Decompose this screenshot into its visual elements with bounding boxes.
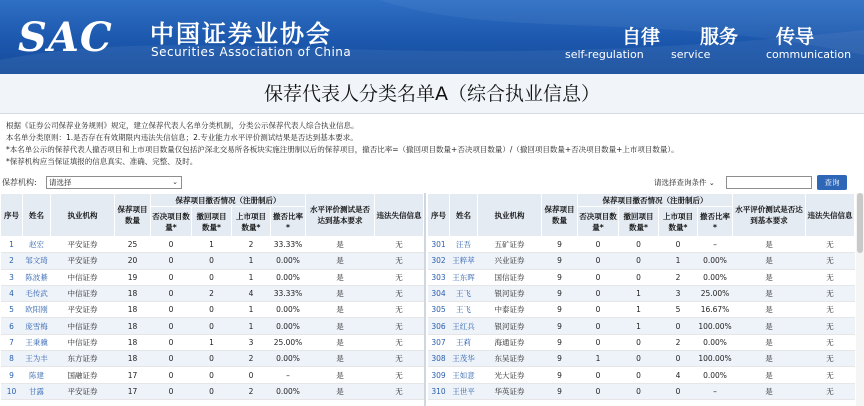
cell-rejected: 0 <box>578 285 619 301</box>
cell-org: 东吴证券 <box>478 351 542 367</box>
cell-proj-count: 9 <box>542 302 578 318</box>
cell-rejected: 0 <box>578 367 619 383</box>
cell-seq: 9 <box>1 367 23 383</box>
notes-section <box>6 120 856 168</box>
cell-dishonest: 无 <box>375 367 424 383</box>
col-proj-count: 保荐项目数量 <box>542 194 578 237</box>
cell-name[interactable]: 王东晖 <box>450 269 478 285</box>
cell-rejected: 0 <box>151 285 192 301</box>
cell-listed: 0 <box>232 367 271 383</box>
cell-listed: 2 <box>659 334 698 350</box>
cell-eval: 是 <box>306 318 375 334</box>
cell-eval: 是 <box>733 383 806 399</box>
cell-ratio: 0.00% <box>271 318 306 334</box>
sac-logo[interactable]: SAC <box>18 14 113 61</box>
cell-ratio: 0.00% <box>271 253 306 269</box>
cell-listed: 3 <box>232 334 271 350</box>
cell-listed: 0 <box>659 318 698 334</box>
cell-proj-count: 18 <box>115 285 151 301</box>
sponsor-org-label: 保荐机构: <box>2 178 37 187</box>
cell-rejected: 0 <box>578 302 619 318</box>
cell-withdrawn: 0 <box>192 269 232 285</box>
table-row <box>428 351 855 367</box>
query-condition-select[interactable] <box>654 177 715 188</box>
cell-withdrawn: 1 <box>619 302 659 318</box>
col-withdrawn: 撤回项目数量* <box>192 207 232 237</box>
org-name-cn: 中国证券业协会 <box>150 20 332 48</box>
cell-rejected: 0 <box>151 269 192 285</box>
cell-name[interactable]: 王茂华 <box>450 351 478 367</box>
table-row <box>1 237 424 253</box>
col-listed: 上市项目数量* <box>659 207 698 237</box>
cell-listed: 1 <box>232 269 271 285</box>
col-dishonest: 违法失信信息 <box>806 194 855 237</box>
search-button[interactable]: 查询 <box>817 175 847 190</box>
cell-listed: 4 <box>659 367 698 383</box>
cell-org: 兴业证券 <box>478 253 542 269</box>
col-ratio: 撤否比率* <box>271 207 306 237</box>
col-group-withdraw: 保荐项目撤否情况（注册制后） <box>151 194 306 207</box>
slogan-service-en: service <box>671 48 711 61</box>
table-row <box>1 383 424 399</box>
cell-rejected: 0 <box>578 237 619 253</box>
cell-eval: 是 <box>733 253 806 269</box>
cell-proj-count: 18 <box>115 302 151 318</box>
table-row <box>428 302 855 318</box>
cell-listed: 4 <box>232 285 271 301</box>
cell-org: 平安证券 <box>51 302 115 318</box>
cell-dishonest: 无 <box>806 237 855 253</box>
cell-dishonest: 无 <box>375 269 424 285</box>
cell-rejected: 0 <box>578 269 619 285</box>
cell-withdrawn: 1 <box>192 237 232 253</box>
cell-withdrawn: 0 <box>192 383 232 399</box>
col-eval: 水平评价测试是否达到基本要求 <box>733 194 806 237</box>
cell-proj-count: 18 <box>115 334 151 350</box>
cell-name[interactable]: 王秉骥 <box>23 334 51 350</box>
cell-eval: 是 <box>733 285 806 301</box>
cell-org: 中信证券 <box>51 269 115 285</box>
cell-org: 银河证券 <box>478 285 542 301</box>
note-line: *本名单公示的保荐代表人撤否项目和上市项目数量仅包括沪深北交易所各板块实施注册制以后的保荐项目，撤否比率=（撤回项目数量+否决项目数量）/（撤回项目数量+否决项目数量+上市项目数量）。 <box>6 145 679 154</box>
cell-rejected: 0 <box>151 302 192 318</box>
col-withdrawn: 撤回项目数量* <box>619 207 659 237</box>
cell-org: 五矿证券 <box>478 237 542 253</box>
cell-ratio: – <box>698 237 733 253</box>
cell-eval: 是 <box>733 237 806 253</box>
cell-dishonest: 无 <box>375 253 424 269</box>
cell-seq: 4 <box>1 285 23 301</box>
cell-org: 中信证券 <box>51 318 115 334</box>
cell-seq: 6 <box>1 318 23 334</box>
cell-seq: 10 <box>1 383 23 399</box>
cell-org: 东方证券 <box>51 351 115 367</box>
cell-org: 中信证券 <box>51 334 115 350</box>
col-org: 执业机构 <box>478 194 542 237</box>
cell-org: 国信证券 <box>478 269 542 285</box>
cell-withdrawn: 2 <box>192 285 232 301</box>
site-banner <box>0 0 864 74</box>
cell-rejected: 0 <box>578 253 619 269</box>
cell-listed: 5 <box>659 302 698 318</box>
cell-name[interactable]: 赵宏 <box>23 237 51 253</box>
cell-seq: 309 <box>428 367 450 383</box>
cell-proj-count: 9 <box>542 334 578 350</box>
cell-proj-count: 19 <box>115 269 151 285</box>
cell-ratio: – <box>271 367 306 383</box>
col-name: 姓名 <box>23 194 51 237</box>
note-line: *保荐机构应当保证填报的信息真实、准确、完整、及时。 <box>6 157 198 166</box>
table-row <box>428 367 855 383</box>
cell-rejected: 0 <box>578 383 619 399</box>
note-line: 本名单分类原则：1.是否存在有效期限内违法失信信息；2.专业能力水平评价测试结果是否达到基本要求。 <box>6 133 358 142</box>
cell-name[interactable]: 王世平 <box>450 383 478 399</box>
col-listed: 上市项目数量* <box>232 207 271 237</box>
cell-eval: 是 <box>306 334 375 350</box>
cell-ratio: 0.00% <box>271 351 306 367</box>
cell-name[interactable]: 王粹萃 <box>450 253 478 269</box>
table-row <box>1 367 424 383</box>
cell-name[interactable]: 王莉 <box>450 334 478 350</box>
col-ratio: 撤否比率* <box>698 207 733 237</box>
cell-ratio: 0.00% <box>698 253 733 269</box>
cell-proj-count: 9 <box>542 269 578 285</box>
cell-listed: 1 <box>232 253 271 269</box>
col-seq: 序号 <box>428 194 450 237</box>
table-row <box>428 383 855 399</box>
cell-dishonest: 无 <box>806 367 855 383</box>
cell-listed: 2 <box>232 237 271 253</box>
cell-withdrawn: 0 <box>192 367 232 383</box>
org-name-en: Securities Association of China <box>151 45 352 59</box>
cell-name[interactable]: 陈波綦 <box>23 269 51 285</box>
cell-name[interactable]: 邹文琦 <box>23 253 51 269</box>
cell-withdrawn: 0 <box>192 318 232 334</box>
cell-seq: 2 <box>1 253 23 269</box>
cell-rejected: 0 <box>578 334 619 350</box>
cell-org: 银河证券 <box>478 318 542 334</box>
cell-proj-count: 18 <box>115 318 151 334</box>
cell-ratio: 0.00% <box>271 383 306 399</box>
col-dishonest: 违法失信信息 <box>375 194 424 237</box>
cell-seq: 5 <box>1 302 23 318</box>
cell-name[interactable]: 王飞 <box>450 285 478 301</box>
cell-seq: 8 <box>1 351 23 367</box>
cell-withdrawn: 0 <box>619 334 659 350</box>
table-row <box>1 285 424 301</box>
cell-seq: 305 <box>428 302 450 318</box>
cell-eval: 是 <box>306 367 375 383</box>
slogan-communication-en: communication <box>766 48 852 61</box>
cell-eval: 是 <box>306 302 375 318</box>
cell-dishonest: 无 <box>375 383 424 399</box>
cell-listed: 0 <box>659 237 698 253</box>
cell-seq: 306 <box>428 318 450 334</box>
cell-name[interactable]: 庞雪梅 <box>23 318 51 334</box>
page-title: 保荐代表人分类名单A（综合执业信息） <box>0 74 864 114</box>
cell-name[interactable]: 王如意 <box>450 367 478 383</box>
col-name: 姓名 <box>450 194 478 237</box>
table-row <box>1 302 424 318</box>
cell-proj-count: 9 <box>542 253 578 269</box>
table-row <box>428 334 855 350</box>
cell-seq: 302 <box>428 253 450 269</box>
cell-withdrawn: 1 <box>619 318 659 334</box>
cell-proj-count: 9 <box>542 351 578 367</box>
sponsor-table-left <box>0 193 424 400</box>
cell-seq: 301 <box>428 237 450 253</box>
cell-eval: 是 <box>306 285 375 301</box>
chevron-down-icon: ⌄ <box>172 178 178 186</box>
cell-listed: 1 <box>232 318 271 334</box>
table-row <box>428 318 855 334</box>
chevron-down-icon: ⌄ <box>708 179 715 187</box>
table-row <box>428 237 855 253</box>
table-row <box>1 253 424 269</box>
cell-ratio: – <box>698 383 733 399</box>
scrollbar-thumb[interactable] <box>857 193 863 253</box>
cell-eval: 是 <box>733 334 806 350</box>
cell-seq: 310 <box>428 383 450 399</box>
sponsor-org-select-value: 请选择 <box>49 178 72 187</box>
search-input[interactable] <box>726 176 812 189</box>
cell-name[interactable]: 王红兵 <box>450 318 478 334</box>
cell-rejected: 0 <box>151 351 192 367</box>
cell-rejected: 0 <box>151 318 192 334</box>
cell-dishonest: 无 <box>806 351 855 367</box>
cell-dishonest: 无 <box>375 334 424 350</box>
cell-withdrawn: 0 <box>619 383 659 399</box>
cell-org: 平安证券 <box>51 383 115 399</box>
cell-withdrawn: 0 <box>192 351 232 367</box>
cell-seq: 307 <box>428 334 450 350</box>
cell-ratio: 0.00% <box>698 367 733 383</box>
cell-ratio: 16.67% <box>698 302 733 318</box>
table-divider <box>424 193 426 406</box>
cell-org: 中信证券 <box>51 285 115 301</box>
slogan-communication-cn: 传导 <box>776 26 815 48</box>
cell-proj-count: 17 <box>115 383 151 399</box>
table-row <box>1 269 424 285</box>
sponsor-table-right <box>427 193 855 400</box>
cell-org: 光大证券 <box>478 367 542 383</box>
cell-withdrawn: 0 <box>619 367 659 383</box>
cell-dishonest: 无 <box>806 269 855 285</box>
cell-ratio: 0.00% <box>698 269 733 285</box>
cell-listed: 2 <box>232 383 271 399</box>
cell-dishonest: 无 <box>375 318 424 334</box>
scrollbar[interactable] <box>856 193 864 406</box>
sponsor-org-select[interactable] <box>46 176 182 189</box>
cell-org: 海通证券 <box>478 334 542 350</box>
cell-listed: 0 <box>659 383 698 399</box>
cell-proj-count: 9 <box>542 237 578 253</box>
cell-name[interactable]: 陈建 <box>23 367 51 383</box>
cell-proj-count: 9 <box>542 285 578 301</box>
cell-withdrawn: 0 <box>192 302 232 318</box>
cell-dishonest: 无 <box>375 351 424 367</box>
cell-ratio: 33.33% <box>271 285 306 301</box>
cell-dishonest: 无 <box>806 302 855 318</box>
cell-ratio: 100.00% <box>698 351 733 367</box>
cell-withdrawn: 0 <box>192 253 232 269</box>
col-group-withdraw: 保荐项目撤否情况（注册制后） <box>578 194 733 207</box>
slogan-self-regulation-en: self-regulation <box>565 48 644 61</box>
table-row <box>1 334 424 350</box>
cell-eval: 是 <box>733 351 806 367</box>
cell-ratio: 0.00% <box>271 302 306 318</box>
cell-org: 国融证券 <box>51 367 115 383</box>
cell-listed: 0 <box>659 351 698 367</box>
cell-withdrawn: 0 <box>619 351 659 367</box>
cell-eval: 是 <box>306 383 375 399</box>
cell-seq: 7 <box>1 334 23 350</box>
cell-withdrawn: 0 <box>619 237 659 253</box>
col-eval: 水平评价测试是否达到基本要求 <box>306 194 375 237</box>
table-row <box>428 269 855 285</box>
cell-org: 平安证券 <box>51 237 115 253</box>
cell-listed: 1 <box>232 302 271 318</box>
cell-rejected: 1 <box>578 351 619 367</box>
cell-proj-count: 9 <box>542 383 578 399</box>
cell-name[interactable]: 毛传武 <box>23 285 51 301</box>
table-row <box>1 351 424 367</box>
cell-ratio: 25.00% <box>698 285 733 301</box>
cell-listed: 2 <box>232 351 271 367</box>
cell-rejected: 0 <box>151 334 192 350</box>
cell-name[interactable]: 汪吾 <box>450 237 478 253</box>
col-org: 执业机构 <box>51 194 115 237</box>
col-seq: 序号 <box>1 194 23 237</box>
cell-dishonest: 无 <box>806 253 855 269</box>
cell-seq: 304 <box>428 285 450 301</box>
slogan-service-cn: 服务 <box>700 26 739 48</box>
col-rejected: 否决项目数量* <box>151 207 192 237</box>
cell-ratio: 0.00% <box>698 334 733 350</box>
cell-proj-count: 17 <box>115 367 151 383</box>
cell-proj-count: 9 <box>542 367 578 383</box>
cell-rejected: 0 <box>151 367 192 383</box>
cell-eval: 是 <box>306 253 375 269</box>
cell-rejected: 0 <box>151 383 192 399</box>
cell-dishonest: 无 <box>806 285 855 301</box>
cell-org: 中泰证券 <box>478 302 542 318</box>
cell-proj-count: 25 <box>115 237 151 253</box>
cell-dishonest: 无 <box>375 285 424 301</box>
cell-rejected: 0 <box>151 237 192 253</box>
cell-org: 平安证券 <box>51 253 115 269</box>
cell-eval: 是 <box>733 367 806 383</box>
cell-ratio: 100.00% <box>698 318 733 334</box>
cell-rejected: 0 <box>151 253 192 269</box>
cell-withdrawn: 1 <box>192 334 232 350</box>
cell-proj-count: 9 <box>542 318 578 334</box>
note-line: 根据《证券公司保荐业务规则》规定，建立保荐代表人名单分类机制，分类公示保荐代表人综合执业信息。 <box>6 121 359 130</box>
cell-eval: 是 <box>306 269 375 285</box>
cell-eval: 是 <box>733 302 806 318</box>
cell-listed: 3 <box>659 285 698 301</box>
cell-dishonest: 无 <box>375 237 424 253</box>
cell-seq: 3 <box>1 269 23 285</box>
cell-proj-count: 20 <box>115 253 151 269</box>
cell-eval: 是 <box>733 269 806 285</box>
col-rejected: 否决项目数量* <box>578 207 619 237</box>
cell-ratio: 33.33% <box>271 237 306 253</box>
cell-seq: 1 <box>1 237 23 253</box>
table-row <box>1 318 424 334</box>
slogan-self-regulation-cn: 自律 <box>622 26 661 48</box>
query-condition-select-value: 请选择查询条件 <box>654 178 707 187</box>
cell-dishonest: 无 <box>806 318 855 334</box>
cell-org: 华英证券 <box>478 383 542 399</box>
cell-ratio: 25.00% <box>271 334 306 350</box>
cell-withdrawn: 0 <box>619 253 659 269</box>
cell-name[interactable]: 欧阳刚 <box>23 302 51 318</box>
cell-dishonest: 无 <box>806 334 855 350</box>
cell-name[interactable]: 王飞 <box>450 302 478 318</box>
cell-name[interactable]: 甘露 <box>23 383 51 399</box>
cell-seq: 303 <box>428 269 450 285</box>
cell-eval: 是 <box>306 351 375 367</box>
cell-dishonest: 无 <box>806 383 855 399</box>
cell-listed: 1 <box>659 253 698 269</box>
table-row <box>428 253 855 269</box>
col-proj-count: 保荐项目数量 <box>115 194 151 237</box>
cell-dishonest: 无 <box>375 302 424 318</box>
cell-withdrawn: 1 <box>619 285 659 301</box>
cell-eval: 是 <box>733 318 806 334</box>
cell-ratio: 0.00% <box>271 269 306 285</box>
cell-proj-count: 18 <box>115 351 151 367</box>
cell-name[interactable]: 王为丰 <box>23 351 51 367</box>
filter-bar <box>0 175 864 192</box>
cell-listed: 2 <box>659 269 698 285</box>
cell-seq: 308 <box>428 351 450 367</box>
cell-withdrawn: 0 <box>619 269 659 285</box>
cell-rejected: 0 <box>578 318 619 334</box>
table-row <box>428 285 855 301</box>
cell-eval: 是 <box>306 237 375 253</box>
